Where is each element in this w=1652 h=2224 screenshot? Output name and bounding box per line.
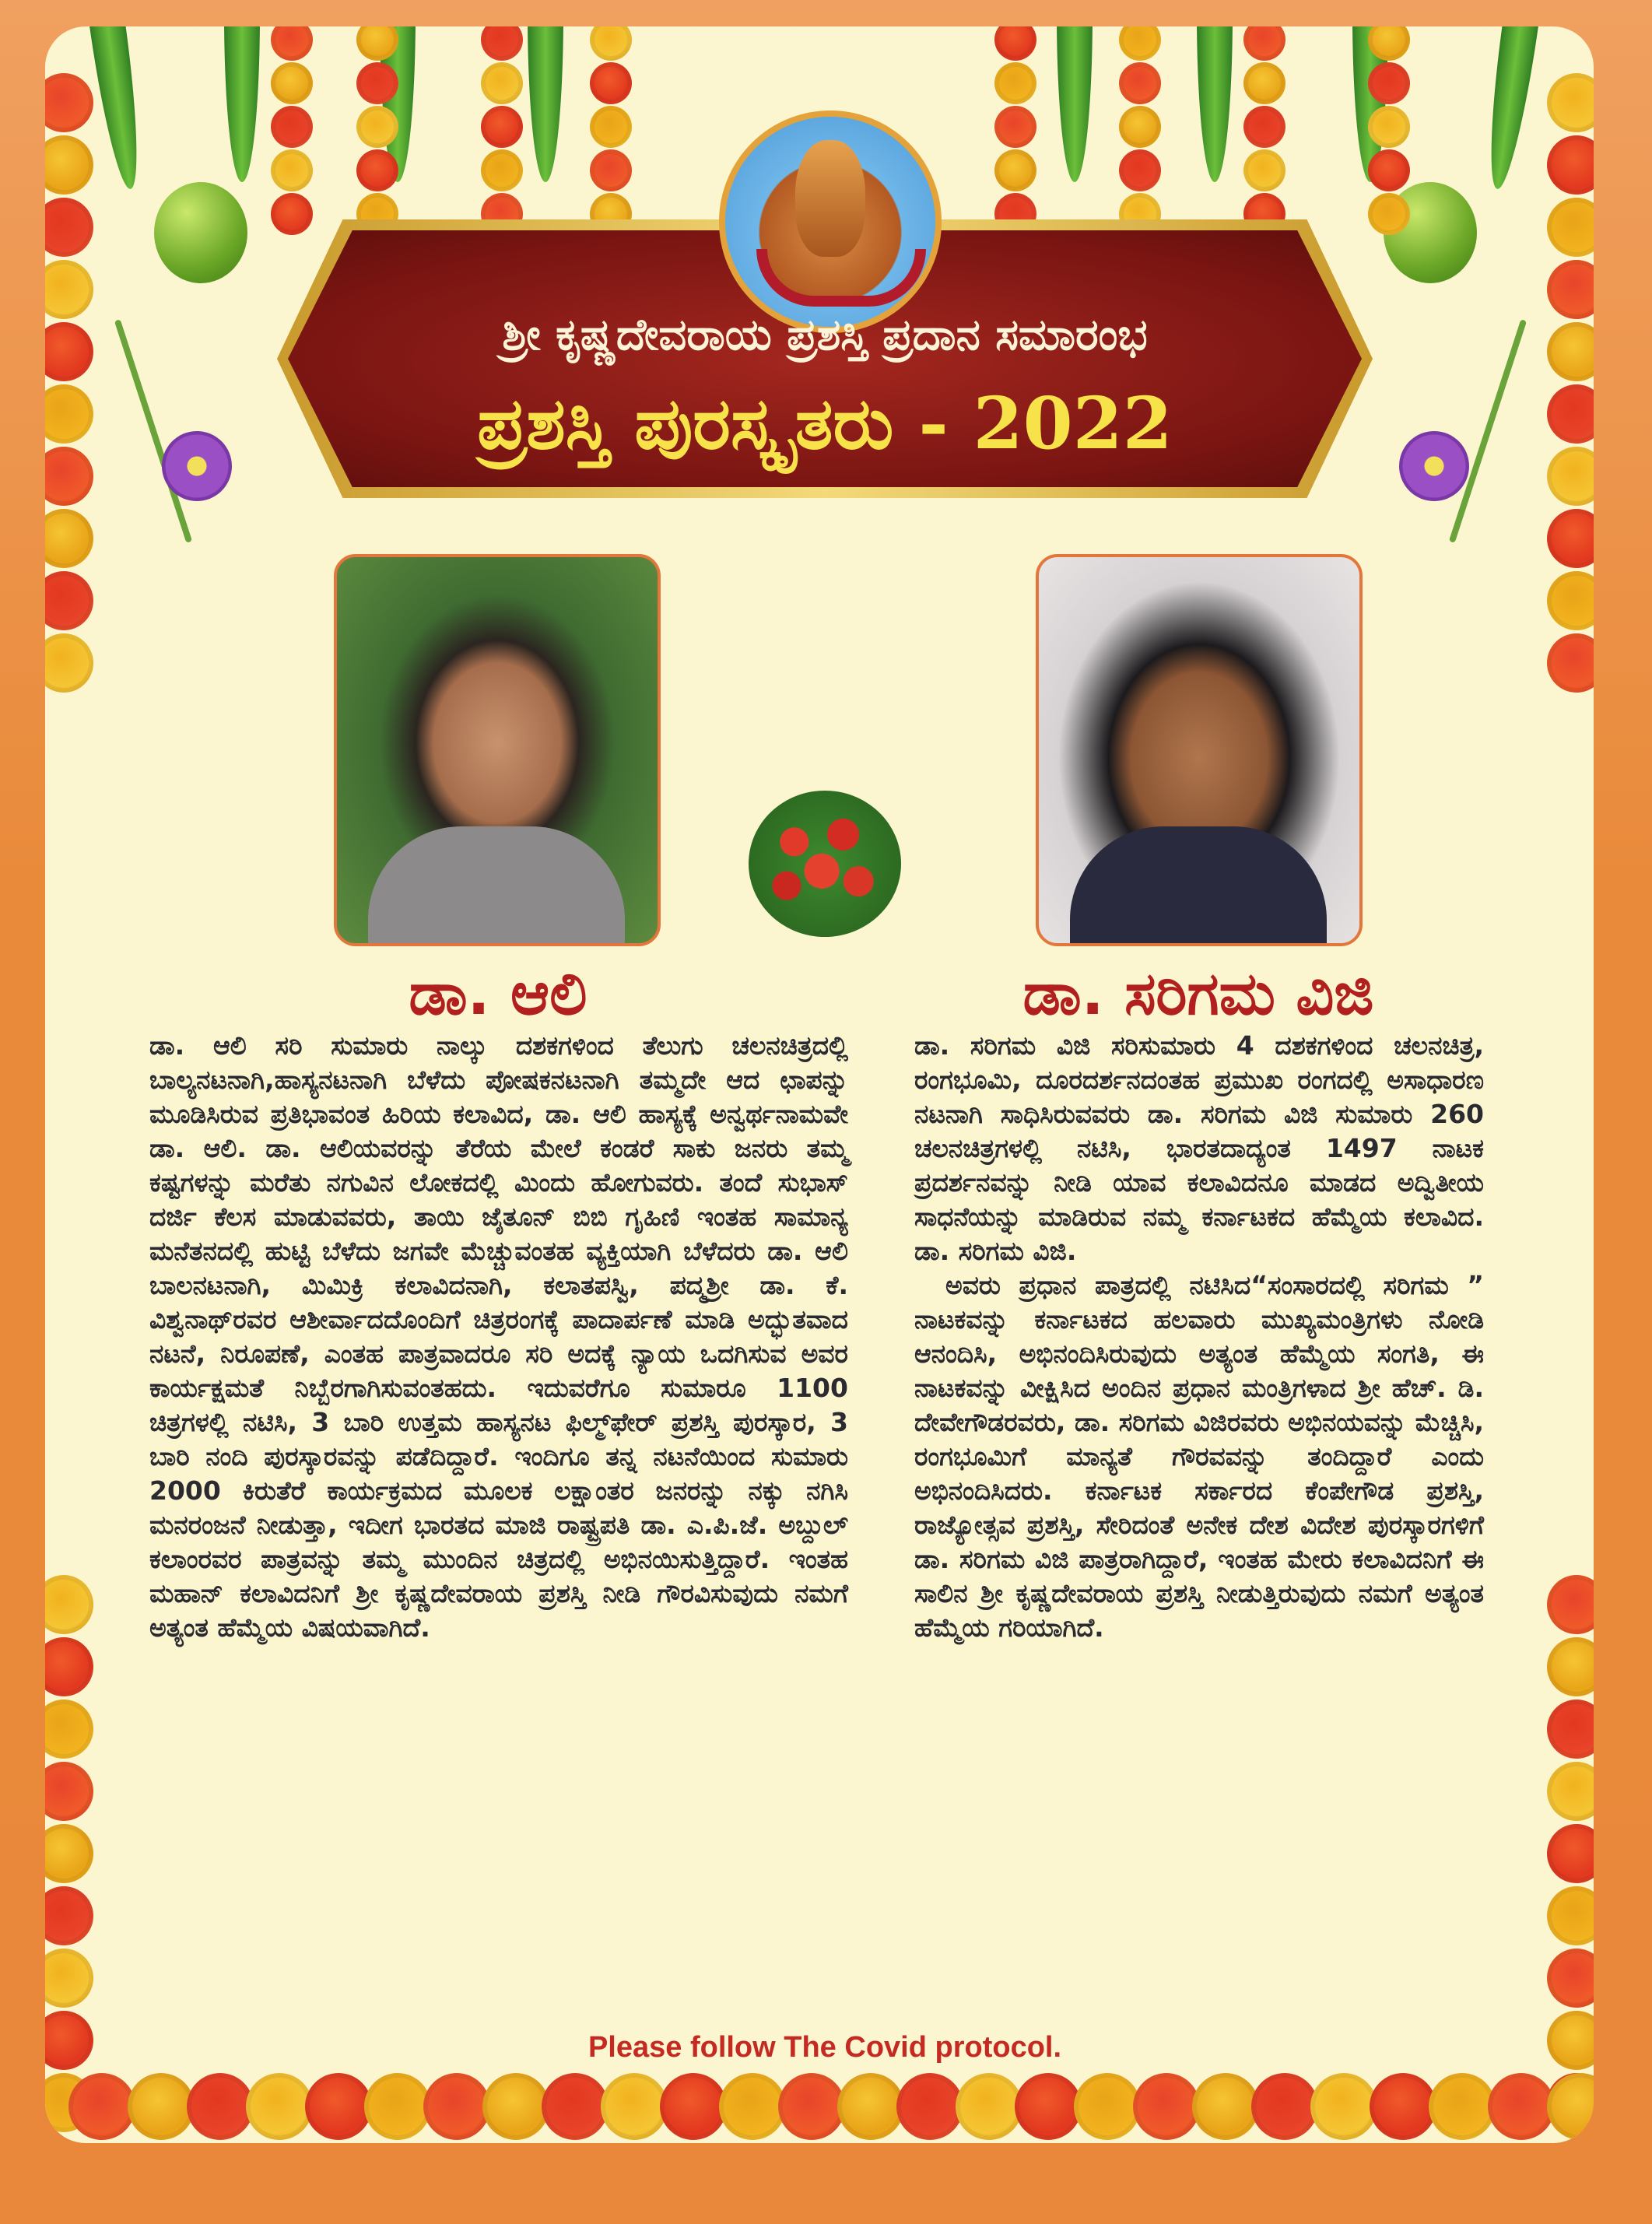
deity-head (795, 140, 865, 257)
marigold-flower (271, 26, 313, 61)
marigold-flower (1547, 260, 1594, 319)
marigold-flower (1310, 2073, 1377, 2140)
marigold-flower (837, 2073, 904, 2140)
marigold-flower (719, 2073, 786, 2140)
marigold-flower (1547, 135, 1594, 195)
marigold-flower (481, 62, 523, 104)
marigold-flower (1243, 26, 1285, 61)
rose-bouquet-icon (749, 791, 901, 937)
purple-flower-icon (1399, 431, 1469, 501)
marigold-flower (45, 1762, 93, 1821)
awardee-photo-sarigama-viji (1036, 554, 1363, 946)
marigold-flower (364, 2073, 431, 2140)
marigold-flower (271, 193, 313, 235)
marigold-flower (1547, 447, 1594, 506)
marigold-flower (45, 135, 93, 195)
marigold-flower (1547, 633, 1594, 693)
marigold-flower (1119, 26, 1161, 61)
marigold-flower (1243, 149, 1285, 191)
marigold-flower (1015, 2073, 1082, 2140)
marigold-flower (45, 509, 93, 568)
marigold-flower (1547, 198, 1594, 257)
marigold-flower (1133, 2073, 1200, 2140)
bio-column-sarigama-viji (914, 1029, 1484, 1645)
marigold-flower (1547, 1886, 1594, 1945)
marigold-flower (45, 73, 93, 132)
marigold-flower (1370, 2073, 1436, 2140)
mango-leaf (1480, 26, 1542, 191)
event-title: ಪ್ರಶಸ್ತಿ ಪುರಸ್ಕೃತರು - 2022 (477, 381, 1173, 465)
marigold-flower (1547, 2011, 1594, 2070)
marigold-flower (956, 2073, 1022, 2140)
marigold-flower (994, 62, 1036, 104)
marigold-flower (1429, 2073, 1496, 2140)
marigold-flower (660, 2073, 727, 2140)
marigold-flower (45, 447, 93, 506)
marigold-flower (45, 1949, 93, 2008)
marigold-flower (481, 106, 523, 148)
bio-paragraph: ಅವರು ಪ್ರಧಾನ ಪಾತ್ರದಲ್ಲಿ ನಟಿಸಿದ“ಸಂಸಾರದಲ್ಲಿ ಸರಿಗಮ ” ನಾಟಕವನ್ನು ಕರ್ನಾಟಕದ ಹಲವಾರು ಮುಖ್ಯಮಂತ್ರಿಗಳು ನೋಡಿ ಆನಂದಿಸಿ, ಅಭಿನಂದಿಸಿರುವುದು ಅತ್ಯಂತ ಹೆಮ್ಮೆಯ ಸಂಗತಿ, ಈ ನಾಟಕವನ್ನು ವೀಕ್ಷಿಸಿದ ಅಂದಿನ ಪ್ರಧಾನ ಮಂತ್ರಿಗಳಾದ ಶ್ರೀ ಹೆಚ್. ಡಿ. ದೇವೇಗೌಡರವರು, ಡಾ. ಸರಿಗಮ ವಿಜಿರವರು ಅಭಿನಯವನ್ನು ಮೆಚ್ಚಿಸಿ, ರಂಗಭೂಮಿಗೆ ಮಾನ್ಯತೆ ಗೌರವವನ್ನು ತಂದಿದ್ದಾರೆ ಎಂದು ಅಭಿನಂದಿಸಿದರು. ಕರ್ನಾಟಕ ಸರ್ಕಾರದ ಕೆಂಪೇಗೌಡ ಪ್ರಶಸ್ತಿ, ರಾಜ್ಯೋತ್ಸವ ಪ್ರಶಸ್ತಿ, ಸೇರಿದಂತೆ ಅನೇಕ ದೇಶ ವಿದೇಶ ಪುರಸ್ಕಾರಗಳಿಗೆ ಡಾ. ಸರಿಗಮ ವಿಜಿ ಪಾತ್ರರಾಗಿದ್ದಾರೆ, ಇಂತಹ ಮೇರು ಕಲಾವಿದನಿಗೆ ಈ ಸಾಲಿನ ಶ್ರೀ ಕೃಷ್ಣದೇವರಾಯ ಪ್ರಶಸ್ತಿ ನೀಡುತ್ತಿರುವುದು ನಮಗೆ ಅತ್ಯಂತ ಹೆಮ್ಮೆಯ ಗರಿಯಾಗಿದೆ. (914, 1270, 1484, 1643)
mango-leaf (224, 26, 260, 182)
marigold-flower (994, 26, 1036, 61)
marigold-flower (1251, 2073, 1318, 2140)
marigold-flower (45, 571, 93, 630)
marigold-flower (590, 26, 632, 61)
marigold-flower (1547, 1824, 1594, 1883)
marigold-flower (45, 2011, 93, 2070)
bio-column-ali (149, 1029, 848, 1645)
purple-flower-icon (162, 431, 232, 501)
marigold-flower (1547, 73, 1594, 132)
marigold-flower (1547, 1762, 1594, 1821)
marigold-flower (1119, 149, 1161, 191)
marigold-flower (45, 1575, 93, 1634)
marigold-flower (246, 2073, 313, 2140)
marigold-flower (542, 2073, 609, 2140)
marigold-flower (1547, 571, 1594, 630)
marigold-flower (271, 149, 313, 191)
marigold-flower (271, 106, 313, 148)
marigold-flower (356, 149, 398, 191)
marigold-flower (1243, 106, 1285, 148)
marigold-flower (1074, 2073, 1141, 2140)
marigold-flower (305, 2073, 372, 2140)
awardee-name-ali: ಡಾ. ಆಲಿ (409, 959, 587, 1028)
deity-portrait (719, 110, 942, 333)
bio-paragraph: ಡಾ. ಆಲಿ ಸರಿ ಸುಮಾರು ನಾಲ್ಕು ದಶಕಗಳಿಂದ ತೆಲುಗು ಚಲನಚಿತ್ರದಲ್ಲಿ ಬಾಲ್ಯನಟನಾಗಿ,ಹಾಸ್ಯನಟನಾಗಿ ಬೆಳೆದು ಪೋಷಕನಟನಾಗಿ ತಮ್ಮದೇ ಆದ ಛಾಪನ್ನು ಮೂಡಿಸಿರುವ ಪ್ರತಿಭಾವಂತ ಹಿರಿಯ ಕಲಾವಿದ, ಡಾ. ಆಲಿ ಹಾಸ್ಯಕ್ಕೆ ಅನ್ವರ್ಥನಾಮವೇ ಡಾ. ಆಲಿ. ಡಾ. ಆಲಿಯವರನ್ನು ತೆರೆಯ ಮೇಲೆ ಕಂಡರೆ ಸಾಕು ಜನರು ತಮ್ಮ ಕಷ್ಟಗಳನ್ನು ಮರೆತು ನಗುವಿನ ಲೋಕದಲ್ಲಿ ಮಿಂದು ಹೋಗುವರು. ತಂದೆ ಸುಭಾಸ್ ದರ್ಜಿ ಕೆಲಸ ಮಾಡುವವರು, ತಾಯಿ ಜೈತೂನ್ ಬಿಬಿ ಗೃಹಿಣಿ ಇಂತಹ ಸಾಮಾನ್ಯ ಮನೆತನದಲ್ಲಿ ಹುಟ್ಟಿ ಬೆಳೆದು ಜಗವೇ ಮೆಚ್ಚುವಂತಹ ವ್ಯಕ್ತಿಯಾಗಿ ಬೆಳೆದರು ಡಾ. ಆಲಿ ಬಾಲನಟನಾಗಿ, ಮಿಮಿಕ್ರಿ ಕಲಾವಿದನಾಗಿ, ಕಲಾತಪಸ್ವಿ, ಪದ್ಮಶ್ರೀ ಡಾ. ಕೆ. ವಿಶ್ವನಾಥ್‌ರವರ ಆಶೀರ್ವಾದದೊಂದಿಗೆ ಚಿತ್ರರಂಗಕ್ಕೆ ಪಾದಾರ್ಪಣೆ ಮಾಡಿ ಅದ್ಭುತವಾದ ನಟನೆ, ನಿರೂಪಣೆ, ಎಂತಹ ಪಾತ್ರವಾದರೂ ಸರಿ ಅದಕ್ಕೆ ನ್ಯಾಯ ಒದಗಿಸುವ ಅವರ ಕಾರ್ಯಕ್ಷಮತೆ ನಿಬ್ಬೆರಗಾಗಿಸುವಂತಹದು. ಇದುವರೆಗೂ ಸುಮಾರೂ 1100 ಚಿತ್ರಗಳಲ್ಲಿ ನಟಿಸಿ, 3 ಬಾರಿ ಉತ್ತಮ ಹಾಸ್ಯನಟ ಫಿಲ್ಮ್‌ಫೇರ್ ಪ್ರಶಸ್ತಿ ಪುರಸ್ಕಾರ, 3 ಬಾರಿ ನಂದಿ ಪುರಸ್ಕಾರವನ್ನು ಪಡೆದಿದ್ದಾರೆ. ಇಂದಿಗೂ ತನ್ನ ನಟನೆಯಿಂದ ಸುಮಾರು 2000 ಕಿರುತೆರೆ ಕಾರ್ಯಕ್ರಮದ ಮೂಲಕ ಲಕ್ಷಾಂತರ ಜನರನ್ನು ನಕ್ಕು ನಗಿಸಿ ಮನರಂಜನೆ ನೀಡುತ್ತಾ, ಇದೀಗ ಭಾರತದ ಮಾಜಿ ರಾಷ್ಟ್ರಪತಿ ಡಾ. ಎ.ಪಿ.ಜೆ. ಅಬ್ದುಲ್ ಕಲಾಂರವರ ಪಾತ್ರವನ್ನು ತಮ್ಮ ಮುಂದಿನ ಚಿತ್ರದಲ್ಲಿ ಅಭಿನಯಿಸುತ್ತಿದ್ದಾರೆ. ಇಂತಹ ಮಹಾನ್ ಕಲಾವಿದನಿಗೆ ಶ್ರೀ ಕೃಷ್ಣದೇವರಾಯ ಪ್ರಶಸ್ತಿ ನೀಡಿ ಗೌರವಿಸುವುದು ನಮಗೆ ಅತ್ಯಂತ ಹೆಮ್ಮೆಯ ವಿಷಯವಾಗಿದೆ. (149, 1030, 848, 1643)
marigold-flower (45, 198, 93, 257)
marigold-flower (1192, 2073, 1259, 2140)
marigold-flower (778, 2073, 845, 2140)
covid-notice: Please follow The Covid protocol. (587, 2031, 1062, 2064)
mango-leaf (1197, 26, 1233, 182)
marigold-flower (481, 149, 523, 191)
marigold-flower (1119, 106, 1161, 148)
marigold-flower (1547, 1949, 1594, 2008)
marigold-flower (45, 260, 93, 319)
marigold-flower (1547, 1575, 1594, 1634)
vine-left (114, 319, 192, 543)
marigold-flower (1547, 322, 1594, 381)
marigold-flower (994, 106, 1036, 148)
marigold-flower (356, 62, 398, 104)
bio-paragraph: ಡಾ. ಸರಿಗಮ ವಿಜಿ ಸರಿಸುಮಾರು 4 ದಶಕಗಳಿಂದ ಚಲನಚಿತ್ರ, ರಂಗಭೂಮಿ, ದೂರದರ್ಶನದಂತಹ ಪ್ರಮುಖ ರಂಗದಲ್ಲಿ ಅಸಾಧಾರಣ ನಟನಾಗಿ ಸಾಧಿಸಿರುವವರು ಡಾ. ಸರಿಗಮ ವಿಜಿ ಸುಮಾರು 260 ಚಲನಚಿತ್ರಗಳಲ್ಲಿ ನಟಿಸಿ, ಭಾರತದಾದ್ಯಂತ 1497 ನಾಟಕ ಪ್ರದರ್ಶನವನ್ನು ನೀಡಿ ಯಾವ ಕಲಾವಿದನೂ ಮಾಡದ ಅದ್ವಿತೀಯ ಸಾಧನೆಯನ್ನು ಮಾಡಿರುವ ನಮ್ಮ ಕರ್ನಾಟಕದ ಹೆಮ್ಮೆಯ ಕಲಾವಿದ. ಡಾ. ಸರಿಗಮ ವಿಜಿ. (914, 1030, 1484, 1266)
awardee-name-sarigama-viji: ಡಾ. ಸರಿಗಮ ವಿಜಿ (1022, 959, 1374, 1028)
mango-leaf (528, 26, 563, 182)
deity-garland (756, 249, 926, 307)
marigold-flower (1547, 509, 1594, 568)
marigold-flower (45, 384, 93, 444)
marigold-flower (896, 2073, 963, 2140)
marigold-flower (481, 26, 523, 61)
mango-fruit (154, 182, 247, 283)
marigold-flower (1368, 62, 1410, 104)
marigold-flower (590, 106, 632, 148)
marigold-flower (601, 2073, 668, 2140)
marigold-flower (1488, 2073, 1555, 2140)
marigold-flower (45, 322, 93, 381)
marigold-flower (590, 149, 632, 191)
marigold-flower (994, 149, 1036, 191)
marigold-flower (482, 2073, 549, 2140)
marigold-flower (1547, 1700, 1594, 1759)
marigold-flower (1368, 193, 1410, 235)
photo-shirt (368, 826, 625, 943)
marigold-flower (356, 106, 398, 148)
marigold-flower (45, 1700, 93, 1759)
marigold-flower (128, 2073, 195, 2140)
marigold-flower (1547, 1637, 1594, 1696)
marigold-flower (1368, 149, 1410, 191)
marigold-flower (187, 2073, 254, 2140)
marigold-flower (68, 2073, 135, 2140)
marigold-flower (590, 62, 632, 104)
photo-shirt (1070, 826, 1327, 943)
awardee-photo-ali (334, 554, 661, 946)
marigold-flower (45, 1824, 93, 1883)
vine-right (1449, 319, 1527, 543)
mango-leaf (1057, 26, 1093, 182)
marigold-flower (45, 1886, 93, 1945)
marigold-flower (45, 633, 93, 693)
marigold-flower (45, 1637, 93, 1696)
marigold-flower (1547, 384, 1594, 444)
marigold-flower (1243, 62, 1285, 104)
marigold-flower (1119, 62, 1161, 104)
marigold-flower (1368, 106, 1410, 148)
mango-leaf (87, 26, 149, 191)
marigold-flower (271, 62, 313, 104)
event-subtitle: ಶ್ರೀ ಕೃಷ್ಣದೇವರಾಯ ಪ್ರಶಸ್ತಿ ಪ್ರದಾನ ಸಮಾರಂಭ (502, 310, 1148, 360)
marigold-flower (423, 2073, 490, 2140)
